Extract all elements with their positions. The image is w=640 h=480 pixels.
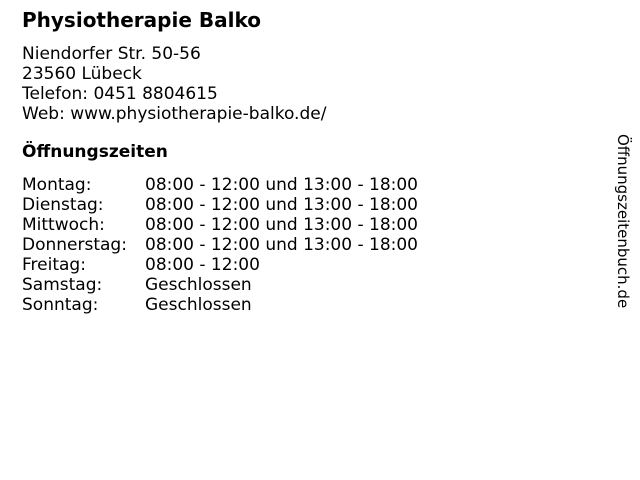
day-label: Montag: (22, 175, 92, 195)
table-row (22, 215, 418, 235)
table-row (22, 195, 418, 215)
page-title: Physiotherapie Balko (22, 8, 261, 32)
watermark-site-name: Öffnungszeitenbuch.de (614, 134, 632, 309)
table-row (22, 275, 418, 295)
day-label: Sonntag: (22, 295, 99, 315)
address-street: Niendorfer Str. 50-56 (22, 44, 201, 64)
address-block (22, 44, 640, 124)
website-url: www.physiotherapie-balko.de/ (70, 104, 327, 124)
day-hours: 08:00 - 12:00 und 13:00 - 18:00 (145, 175, 418, 195)
address-city: 23560 Lübeck (22, 64, 142, 84)
table-row (22, 295, 418, 315)
day-hours: 08:00 - 12:00 und 13:00 - 18:00 (145, 215, 418, 235)
table-row (22, 255, 418, 275)
opening-hours-table (22, 175, 418, 315)
web-line (22, 104, 640, 124)
day-hours: Geschlossen (145, 275, 252, 295)
web-label: Web: (22, 104, 65, 124)
day-hours: 08:00 - 12:00 und 13:00 - 18:00 (145, 195, 418, 215)
day-label: Donnerstag: (22, 235, 127, 255)
day-hours: 08:00 - 12:00 (145, 255, 260, 275)
opening-hours-heading: Öffnungszeiten (22, 142, 168, 162)
table-row (22, 175, 418, 195)
day-label: Samstag: (22, 275, 103, 295)
day-label: Freitag: (22, 255, 86, 275)
day-hours: Geschlossen (145, 295, 252, 315)
phone-label: Telefon: (22, 84, 89, 104)
day-hours: 08:00 - 12:00 und 13:00 - 18:00 (145, 235, 418, 255)
table-row (22, 235, 418, 255)
phone-number: 0451 8804615 (93, 84, 218, 104)
day-label: Mittwoch: (22, 215, 105, 235)
day-label: Dienstag: (22, 195, 104, 215)
phone-line (22, 84, 640, 104)
